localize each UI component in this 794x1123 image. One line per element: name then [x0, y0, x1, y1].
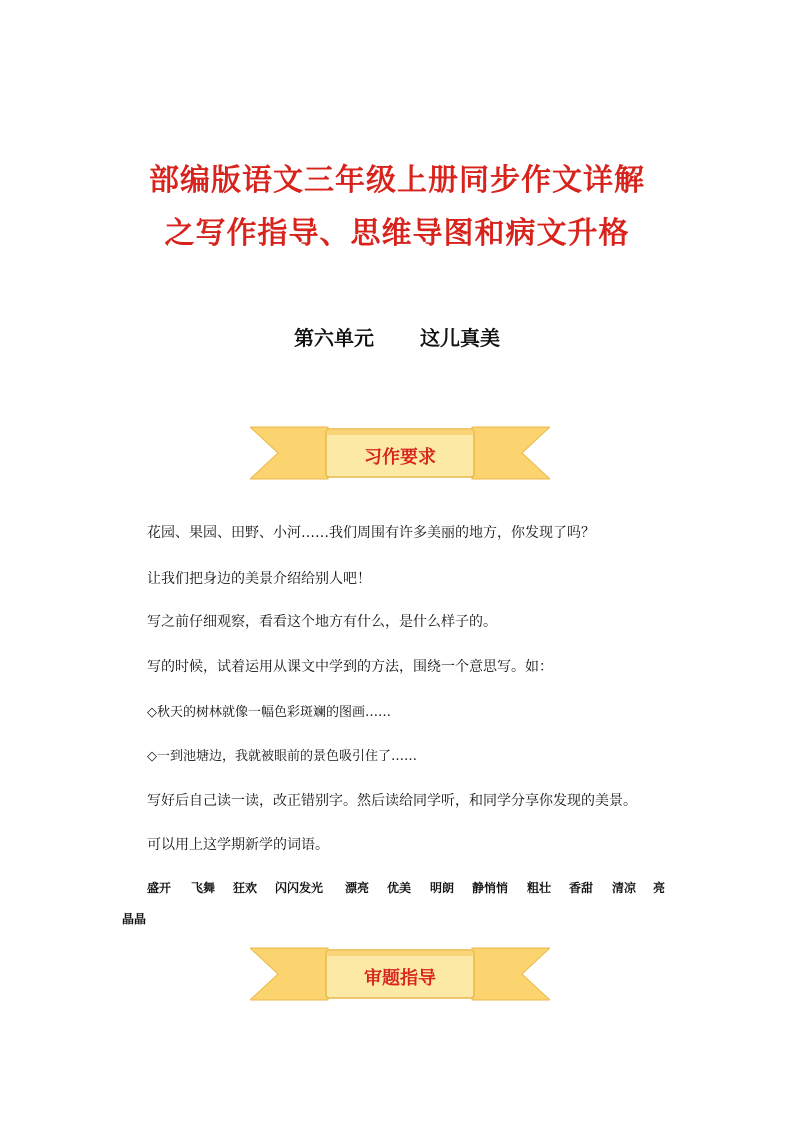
vocab-word: 盛开	[147, 881, 172, 895]
unit-name: 第六单元	[294, 326, 374, 350]
paragraph: 可以用上这学期新学的词语。	[147, 837, 329, 853]
vocab-word: 漂亮	[345, 881, 370, 895]
example-sentence: ◇一到池塘边，我就被眼前的景色吸引住了……	[147, 749, 417, 764]
unit-heading	[0, 322, 794, 351]
banner-label: 审题指导	[364, 968, 436, 989]
banner-label: 习作要求	[364, 447, 436, 468]
document-title-line2: 之写作指导、思维导图和病文升格	[164, 216, 630, 251]
document-title-line1: 部编版语文三年级上册同步作文详解	[149, 163, 645, 198]
vocab-word: 优美	[387, 881, 412, 895]
vocab-word: 狂欢	[233, 881, 258, 895]
vocab-word: 闪闪发光	[275, 881, 324, 895]
vocab-word: 飞舞	[191, 881, 216, 895]
vocab-word: 静悄悄	[472, 881, 509, 895]
example-sentence: ◇秋天的树林就像一幅色彩斑斓的图画……	[147, 705, 391, 720]
vocab-word: 香甜	[569, 881, 594, 895]
vocab-word: 明朗	[430, 881, 455, 895]
vocab-word: 粗壮	[527, 881, 552, 895]
paragraph: 写的时候，试着运用从课文中学到的方法，围绕一个意思写。如：	[147, 659, 553, 675]
paragraph: 让我们把身边的美景介绍给别人吧！	[147, 571, 371, 587]
vocab-word: 亮	[653, 881, 666, 895]
paragraph: 写好后自己读一读，改正错别字。然后读给同学听，和同学分享你发现的美景。	[147, 793, 637, 809]
unit-topic: 这儿真美	[420, 326, 500, 350]
vocab-word: 晶晶	[122, 912, 147, 926]
section-banner-requirements	[250, 425, 550, 485]
vocab-word: 清凉	[612, 881, 637, 895]
paragraph: 写之前仔细观察，看看这个地方有什么，是什么样子的。	[147, 614, 497, 630]
section-banner-topic-guidance	[250, 946, 550, 1006]
paragraph: 花园、果园、田野、小河……我们周围有许多美丽的地方，你发现了吗？	[147, 525, 595, 541]
